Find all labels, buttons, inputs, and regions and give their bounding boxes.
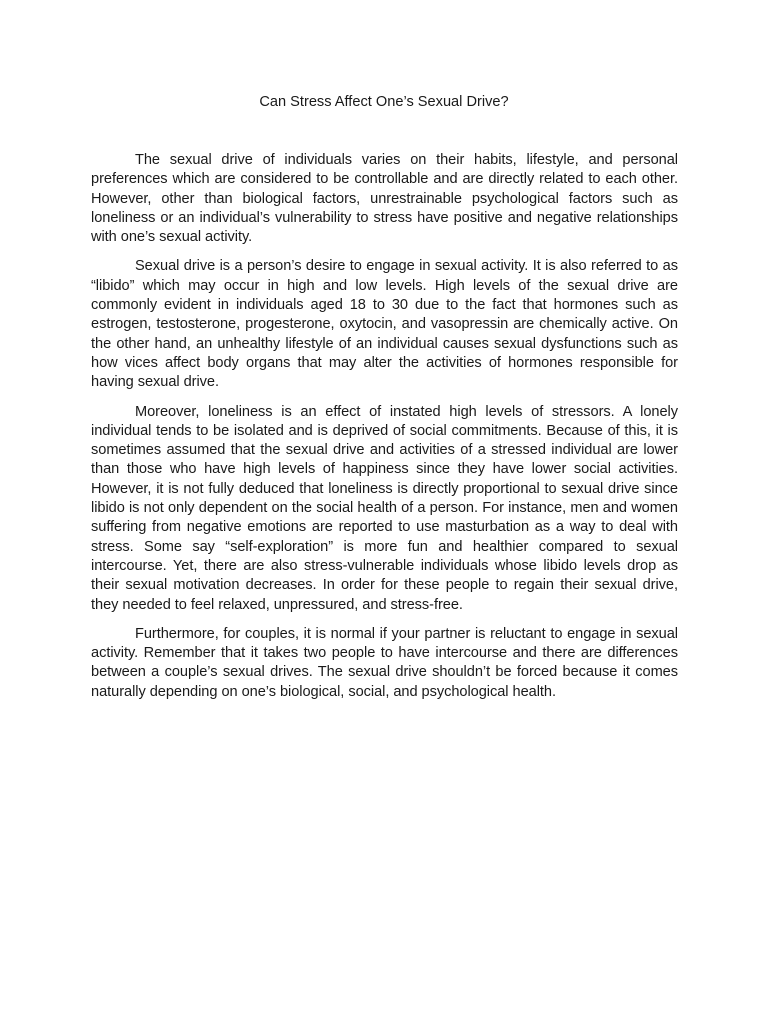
document-body (91, 151, 678, 712)
paragraph-3: Moreover, loneliness is an effect of instated high levels of stressors. A lonely individual tends to be isolated and is deprived of social commitments. Because of this, it is sometimes assumed that the sexual drive and activities of a stressed individual are lower than those who have high levels of happiness since they have lower social activities. However, it is not fully deduced that loneliness is directly proportional to sexual drive since libido is not only dependent on the social health of a person. For instance, men and women suffering from negative emotions are reported to use masturbation as a way to deal with stress. Some say “self-exploration” is more fun and healthier compared to sexual intercourse. Yet, there are also stress-vulnerable individuals whose libido levels drop as their sexual motivation decreases. In order for these people to regain their sexual drive, they needed to feel relaxed, unpressured, and stress-free. (91, 403, 678, 613)
paragraph-4: Furthermore, for couples, it is normal if your partner is reluctant to engage in sexual activity. Remember that it takes two people to have intercourse and there are differences between a couple’s sexual drives. The sexual drive shouldn’t be forced because it comes naturally depending on one’s biological, social, and psychological health. (91, 625, 678, 700)
paragraph-2: Sexual drive is a person’s desire to engage in sexual activity. It is also referred to as “libido” which may occur in high and low levels. High levels of the sexual drive are commonly evident in individuals aged 18 to 30 due to the fact that hormones such as estrogen, testosterone, progesterone, oxytocin, and vasopressin are chemically active. On the other hand, an unhealthy lifestyle of an individual causes sexual dysfunctions such as how vices affect body organs that may alter the activities of hormones responsible for having sexual drive. (91, 258, 678, 391)
document-title: Can Stress Affect One’s Sexual Drive? (259, 94, 509, 110)
paragraph-1: The sexual drive of individuals varies on their habits, lifestyle, and personal preferences which are considered to be controllable and are directly related to each other. However, other than biological factors, unrestrainable psychological factors such as loneliness or an individual’s vulnerability to stress have positive and negative relationships with one’s sexual activity. (91, 152, 678, 246)
